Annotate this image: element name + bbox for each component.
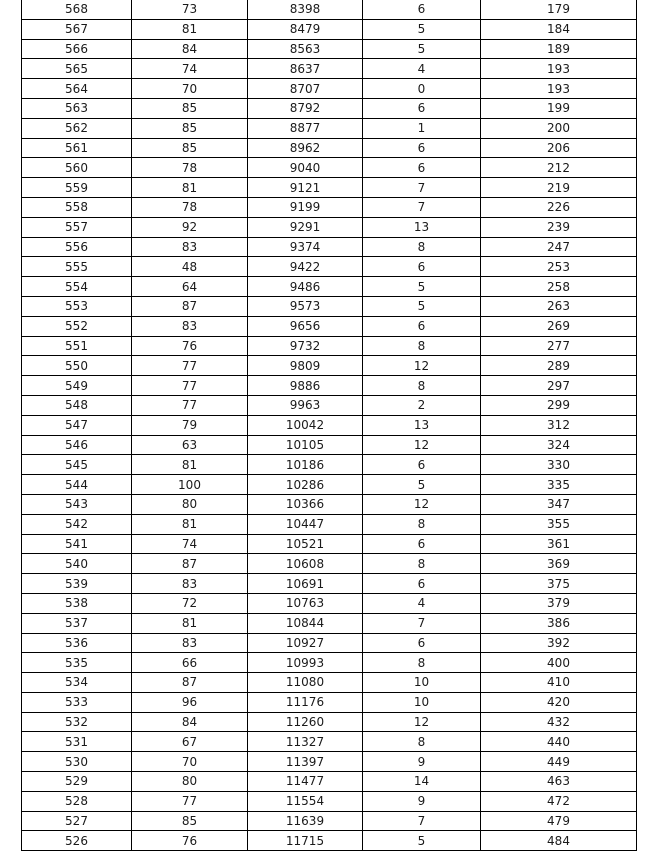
table-row <box>22 415 637 435</box>
cell-score: 548 <box>22 395 132 415</box>
cell-col4: 13 <box>363 415 481 435</box>
cell-col4: 14 <box>363 772 481 792</box>
cell-score: 526 <box>22 831 132 851</box>
cell-col5: 200 <box>481 118 637 138</box>
cell-score: 531 <box>22 732 132 752</box>
cell-count: 76 <box>132 336 248 356</box>
cell-col5: 239 <box>481 217 637 237</box>
cell-cumulative: 8398 <box>248 0 363 19</box>
cell-col4: 5 <box>363 296 481 316</box>
cell-cumulative: 10608 <box>248 554 363 574</box>
cell-count: 83 <box>132 574 248 594</box>
cell-col4: 8 <box>363 237 481 257</box>
cell-score: 552 <box>22 316 132 336</box>
table-row <box>22 653 637 673</box>
cell-score: 561 <box>22 138 132 158</box>
cell-col4: 6 <box>363 574 481 594</box>
cell-count: 87 <box>132 673 248 693</box>
cell-col4: 10 <box>363 692 481 712</box>
cell-count: 70 <box>132 79 248 99</box>
cell-col4: 1 <box>363 118 481 138</box>
cell-cumulative: 11176 <box>248 692 363 712</box>
cell-col4: 5 <box>363 831 481 851</box>
cell-cumulative: 10042 <box>248 415 363 435</box>
cell-score: 564 <box>22 79 132 99</box>
cell-col5: 277 <box>481 336 637 356</box>
cell-score: 535 <box>22 653 132 673</box>
cell-count: 81 <box>132 514 248 534</box>
cell-cumulative: 8479 <box>248 19 363 39</box>
cell-count: 85 <box>132 811 248 831</box>
cell-score: 555 <box>22 257 132 277</box>
cell-col4: 0 <box>363 79 481 99</box>
cell-count: 80 <box>132 494 248 514</box>
cell-col5: 375 <box>481 574 637 594</box>
cell-score: 538 <box>22 593 132 613</box>
cell-col4: 8 <box>363 732 481 752</box>
score-table <box>21 0 637 851</box>
cell-count: 100 <box>132 475 248 495</box>
cell-count: 84 <box>132 39 248 59</box>
cell-cumulative: 10105 <box>248 435 363 455</box>
cell-col5: 253 <box>481 257 637 277</box>
cell-cumulative: 11327 <box>248 732 363 752</box>
cell-count: 64 <box>132 277 248 297</box>
cell-count: 70 <box>132 752 248 772</box>
cell-col5: 463 <box>481 772 637 792</box>
table-row <box>22 376 637 396</box>
cell-cumulative: 9809 <box>248 356 363 376</box>
cell-score: 556 <box>22 237 132 257</box>
cell-col5: 369 <box>481 554 637 574</box>
table-row <box>22 138 637 158</box>
cell-score: 562 <box>22 118 132 138</box>
cell-col5: 299 <box>481 395 637 415</box>
table-row <box>22 435 637 455</box>
cell-score: 546 <box>22 435 132 455</box>
cell-score: 542 <box>22 514 132 534</box>
cell-count: 85 <box>132 118 248 138</box>
cell-col4: 6 <box>363 98 481 118</box>
cell-col5: 312 <box>481 415 637 435</box>
cell-score: 560 <box>22 158 132 178</box>
cell-score: 534 <box>22 673 132 693</box>
cell-col4: 4 <box>363 593 481 613</box>
cell-col4: 6 <box>363 0 481 19</box>
cell-cumulative: 11080 <box>248 673 363 693</box>
cell-cumulative: 10521 <box>248 534 363 554</box>
cell-count: 67 <box>132 732 248 752</box>
cell-score: 566 <box>22 39 132 59</box>
table-row <box>22 197 637 217</box>
cell-count: 77 <box>132 791 248 811</box>
table-row <box>22 0 637 19</box>
cell-col5: 324 <box>481 435 637 455</box>
cell-score: 530 <box>22 752 132 772</box>
cell-col4: 9 <box>363 791 481 811</box>
cell-col5: 420 <box>481 692 637 712</box>
cell-col5: 361 <box>481 534 637 554</box>
table-row <box>22 98 637 118</box>
cell-col5: 472 <box>481 791 637 811</box>
cell-count: 77 <box>132 356 248 376</box>
cell-score: 549 <box>22 376 132 396</box>
cell-count: 77 <box>132 376 248 396</box>
cell-col4: 8 <box>363 554 481 574</box>
cell-col5: 335 <box>481 475 637 495</box>
cell-cumulative: 8877 <box>248 118 363 138</box>
cell-count: 81 <box>132 19 248 39</box>
cell-col5: 379 <box>481 593 637 613</box>
cell-col5: 193 <box>481 79 637 99</box>
cell-score: 565 <box>22 59 132 79</box>
cell-col5: 219 <box>481 178 637 198</box>
cell-cumulative: 10186 <box>248 455 363 475</box>
cell-score: 537 <box>22 613 132 633</box>
cell-cumulative: 11260 <box>248 712 363 732</box>
cell-col4: 8 <box>363 653 481 673</box>
cell-cumulative: 9656 <box>248 316 363 336</box>
cell-count: 48 <box>132 257 248 277</box>
cell-col5: 289 <box>481 356 637 376</box>
table-row <box>22 534 637 554</box>
cell-col5: 206 <box>481 138 637 158</box>
table-row <box>22 118 637 138</box>
table-row <box>22 296 637 316</box>
cell-col4: 7 <box>363 811 481 831</box>
cell-cumulative: 9199 <box>248 197 363 217</box>
cell-score: 550 <box>22 356 132 376</box>
cell-count: 77 <box>132 395 248 415</box>
table-row <box>22 712 637 732</box>
table-row <box>22 494 637 514</box>
cell-col4: 7 <box>363 613 481 633</box>
cell-col4: 6 <box>363 455 481 475</box>
cell-col4: 12 <box>363 712 481 732</box>
cell-col5: 440 <box>481 732 637 752</box>
cell-cumulative: 9573 <box>248 296 363 316</box>
cell-col4: 6 <box>363 138 481 158</box>
cell-col5: 432 <box>481 712 637 732</box>
cell-col5: 297 <box>481 376 637 396</box>
cell-col5: 392 <box>481 633 637 653</box>
cell-cumulative: 11397 <box>248 752 363 772</box>
cell-col4: 5 <box>363 19 481 39</box>
table-row <box>22 752 637 772</box>
cell-col4: 5 <box>363 475 481 495</box>
cell-count: 92 <box>132 217 248 237</box>
cell-col4: 5 <box>363 39 481 59</box>
cell-cumulative: 10763 <box>248 593 363 613</box>
cell-col5: 179 <box>481 0 637 19</box>
cell-score: 528 <box>22 791 132 811</box>
cell-cumulative: 9732 <box>248 336 363 356</box>
cell-col5: 193 <box>481 59 637 79</box>
cell-score: 532 <box>22 712 132 732</box>
cell-count: 74 <box>132 59 248 79</box>
cell-count: 81 <box>132 613 248 633</box>
cell-score: 568 <box>22 0 132 19</box>
cell-cumulative: 10993 <box>248 653 363 673</box>
table-row <box>22 237 637 257</box>
cell-col5: 386 <box>481 613 637 633</box>
cell-count: 87 <box>132 296 248 316</box>
cell-col5: 355 <box>481 514 637 534</box>
table-row <box>22 277 637 297</box>
cell-count: 76 <box>132 831 248 851</box>
cell-cumulative: 10447 <box>248 514 363 534</box>
cell-col4: 4 <box>363 59 481 79</box>
cell-col4: 8 <box>363 376 481 396</box>
cell-col4: 2 <box>363 395 481 415</box>
cell-col5: 269 <box>481 316 637 336</box>
cell-cumulative: 9886 <box>248 376 363 396</box>
cell-col4: 12 <box>363 435 481 455</box>
table-row <box>22 732 637 752</box>
table-row <box>22 39 637 59</box>
cell-count: 85 <box>132 138 248 158</box>
cell-score: 540 <box>22 554 132 574</box>
cell-col4: 9 <box>363 752 481 772</box>
cell-col5: 330 <box>481 455 637 475</box>
cell-cumulative: 8707 <box>248 79 363 99</box>
table-row <box>22 395 637 415</box>
cell-cumulative: 10691 <box>248 574 363 594</box>
cell-count: 72 <box>132 593 248 613</box>
cell-score: 545 <box>22 455 132 475</box>
cell-col5: 449 <box>481 752 637 772</box>
cell-cumulative: 11477 <box>248 772 363 792</box>
table-row <box>22 613 637 633</box>
cell-count: 73 <box>132 0 248 19</box>
table-row <box>22 257 637 277</box>
cell-col4: 6 <box>363 633 481 653</box>
cell-col5: 199 <box>481 98 637 118</box>
cell-col5: 263 <box>481 296 637 316</box>
cell-col4: 13 <box>363 217 481 237</box>
cell-col4: 12 <box>363 356 481 376</box>
cell-col5: 400 <box>481 653 637 673</box>
cell-cumulative: 8637 <box>248 59 363 79</box>
table-row <box>22 316 637 336</box>
cell-cumulative: 11639 <box>248 811 363 831</box>
cell-col4: 6 <box>363 257 481 277</box>
cell-col4: 8 <box>363 336 481 356</box>
table-row <box>22 593 637 613</box>
cell-score: 551 <box>22 336 132 356</box>
table-row <box>22 574 637 594</box>
cell-cumulative: 9291 <box>248 217 363 237</box>
cell-cumulative: 8962 <box>248 138 363 158</box>
cell-cumulative: 10366 <box>248 494 363 514</box>
table-row <box>22 772 637 792</box>
table-row <box>22 455 637 475</box>
table-row <box>22 178 637 198</box>
cell-score: 529 <box>22 772 132 792</box>
cell-count: 81 <box>132 178 248 198</box>
cell-score: 558 <box>22 197 132 217</box>
cell-cumulative: 8563 <box>248 39 363 59</box>
cell-score: 533 <box>22 692 132 712</box>
cell-score: 539 <box>22 574 132 594</box>
cell-cumulative: 10927 <box>248 633 363 653</box>
cell-score: 541 <box>22 534 132 554</box>
cell-col5: 258 <box>481 277 637 297</box>
table-body <box>22 0 637 851</box>
cell-col5: 189 <box>481 39 637 59</box>
table-row <box>22 692 637 712</box>
cell-count: 83 <box>132 237 248 257</box>
cell-col4: 12 <box>363 494 481 514</box>
cell-cumulative: 9422 <box>248 257 363 277</box>
cell-cumulative: 8792 <box>248 98 363 118</box>
table-row <box>22 356 637 376</box>
cell-score: 563 <box>22 98 132 118</box>
table-row <box>22 336 637 356</box>
cell-col5: 410 <box>481 673 637 693</box>
cell-count: 87 <box>132 554 248 574</box>
cell-count: 78 <box>132 158 248 178</box>
cell-cumulative: 10844 <box>248 613 363 633</box>
cell-score: 554 <box>22 277 132 297</box>
cell-cumulative: 9486 <box>248 277 363 297</box>
cell-col5: 484 <box>481 831 637 851</box>
cell-cumulative: 10286 <box>248 475 363 495</box>
cell-col4: 6 <box>363 534 481 554</box>
cell-col4: 8 <box>363 514 481 534</box>
table-row <box>22 514 637 534</box>
cell-count: 96 <box>132 692 248 712</box>
cell-count: 85 <box>132 98 248 118</box>
table-row <box>22 554 637 574</box>
cell-count: 80 <box>132 772 248 792</box>
table-row <box>22 217 637 237</box>
cell-count: 83 <box>132 316 248 336</box>
table-row <box>22 475 637 495</box>
cell-col5: 247 <box>481 237 637 257</box>
cell-col5: 226 <box>481 197 637 217</box>
cell-col4: 5 <box>363 277 481 297</box>
table-row <box>22 79 637 99</box>
cell-col5: 347 <box>481 494 637 514</box>
cell-score: 553 <box>22 296 132 316</box>
cell-col5: 212 <box>481 158 637 178</box>
cell-count: 78 <box>132 197 248 217</box>
cell-col4: 6 <box>363 158 481 178</box>
table-row <box>22 59 637 79</box>
cell-col4: 10 <box>363 673 481 693</box>
cell-count: 74 <box>132 534 248 554</box>
cell-score: 557 <box>22 217 132 237</box>
cell-count: 66 <box>132 653 248 673</box>
cell-score: 536 <box>22 633 132 653</box>
cell-cumulative: 9374 <box>248 237 363 257</box>
cell-col5: 184 <box>481 19 637 39</box>
table-row <box>22 19 637 39</box>
cell-score: 567 <box>22 19 132 39</box>
cell-score: 547 <box>22 415 132 435</box>
table-row <box>22 633 637 653</box>
cell-count: 63 <box>132 435 248 455</box>
cell-col4: 6 <box>363 316 481 336</box>
table-row <box>22 158 637 178</box>
cell-count: 79 <box>132 415 248 435</box>
cell-cumulative: 11554 <box>248 791 363 811</box>
cell-cumulative: 9040 <box>248 158 363 178</box>
cell-count: 83 <box>132 633 248 653</box>
cell-col4: 7 <box>363 178 481 198</box>
cell-col5: 479 <box>481 811 637 831</box>
cell-cumulative: 9963 <box>248 395 363 415</box>
cell-score: 527 <box>22 811 132 831</box>
cell-count: 81 <box>132 455 248 475</box>
table-row <box>22 811 637 831</box>
table-row <box>22 673 637 693</box>
cell-score: 559 <box>22 178 132 198</box>
cell-cumulative: 9121 <box>248 178 363 198</box>
cell-score: 543 <box>22 494 132 514</box>
cell-col4: 7 <box>363 197 481 217</box>
cell-count: 84 <box>132 712 248 732</box>
cell-cumulative: 11715 <box>248 831 363 851</box>
cell-score: 544 <box>22 475 132 495</box>
table-row <box>22 791 637 811</box>
